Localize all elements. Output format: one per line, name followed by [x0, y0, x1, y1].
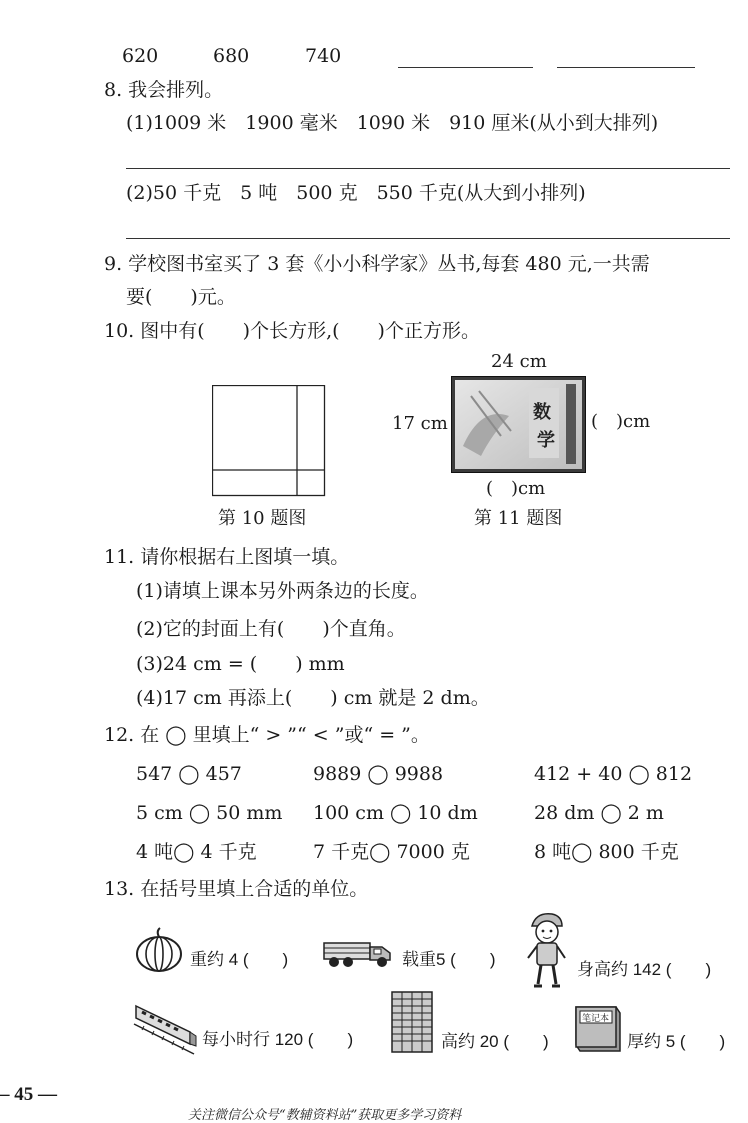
q8-part1: (1)1009 米 1900 毫米 1090 米 910 厘米(从小到大排列) [126, 112, 659, 134]
q10-text: 10. 图中有( )个长方形,( )个正方形。 [104, 320, 480, 342]
q8-title: 8. 我会排列。 [104, 79, 224, 101]
fig11-bottom-label: ( )cm [486, 478, 546, 499]
q11-sub4: (4)17 cm 再添上( ) cm 就是 2 dm。 [136, 687, 490, 709]
compare-item: 4 吨◯ 4 千克 [136, 841, 257, 863]
answer-blank[interactable] [398, 67, 533, 68]
answer-line[interactable] [126, 238, 730, 239]
answer-blank[interactable] [557, 67, 695, 68]
compare-item: 5 cm ◯ 50 mm [136, 802, 283, 824]
train-icon [132, 1000, 198, 1058]
page-number: – 45 — [0, 1084, 57, 1105]
answer-line[interactable] [126, 168, 730, 169]
pumpkin-weight-text: 重约 4 ( ) [190, 950, 289, 969]
truck-load-text: 载重5 ( ) [402, 950, 496, 969]
building-height-text: 高约 20 ( ) [441, 1032, 549, 1051]
fig11-left-label: 17 cm [392, 413, 448, 434]
fig10-caption: 第 10 题图 [218, 508, 307, 529]
compare-item: 7 千克◯ 7000 克 [313, 841, 470, 863]
notebook-label: 笔记本 [582, 1013, 610, 1023]
train-speed-text: 每小时行 120 ( ) [202, 1030, 354, 1049]
q11-sub3: (3)24 cm = ( ) mm [136, 653, 345, 675]
seq-620: 620 [122, 45, 159, 67]
seq-740: 740 [305, 45, 342, 67]
compare-item: 28 dm ◯ 2 m [534, 802, 664, 824]
book-title-char2: 学 [537, 430, 555, 450]
q11-sub1: (1)请填上课本另外两条边的长度。 [136, 580, 429, 602]
q11-sub2: (2)它的封面上有( )个直角。 [136, 618, 406, 640]
footer-note: 关注微信公众号“教辅资料站”获取更多学习资料 [188, 1108, 462, 1123]
notebook-thickness-text: 厚约 5 ( ) [627, 1032, 726, 1051]
figure-10-rectangles [212, 385, 326, 497]
q9-line1: 9. 学校图书室买了 3 套《小小科学家》丛书,每套 480 元,一共需 [104, 253, 650, 275]
notebook-icon [572, 1003, 624, 1053]
compare-item: 547 ◯ 457 [136, 763, 242, 785]
boy-icon [522, 910, 570, 992]
seq-680: 680 [213, 45, 250, 67]
pumpkin-icon [134, 927, 184, 973]
q12-title: 12. 在 ◯ 里填上“ > ”“ < ”或“ = ”。 [104, 724, 430, 746]
truck-icon [322, 937, 394, 969]
compare-item: 412 + 40 ◯ 812 [534, 763, 693, 785]
q11-title: 11. 请你根据右上图填一填。 [104, 546, 350, 568]
fig11-caption: 第 11 题图 [474, 508, 563, 529]
compare-item: 100 cm ◯ 10 dm [313, 802, 478, 824]
q13-title: 13. 在括号里填上合适的单位。 [104, 878, 369, 900]
fig11-top-label: 24 cm [491, 351, 547, 372]
q9-line2: 要( )元。 [126, 286, 236, 308]
compare-item: 9889 ◯ 9988 [313, 763, 444, 785]
fig11-right-label: ( )cm [591, 411, 651, 432]
boy-height-text: 身高约 142 ( ) [577, 960, 712, 979]
q8-part2: (2)50 千克 5 吨 500 克 550 千克(从大到小排列) [126, 182, 586, 204]
building-icon [386, 990, 438, 1054]
textbook-cover-image [451, 376, 586, 473]
compare-item: 8 吨◯ 800 千克 [534, 841, 679, 863]
book-title-char1: 数 [533, 402, 551, 422]
